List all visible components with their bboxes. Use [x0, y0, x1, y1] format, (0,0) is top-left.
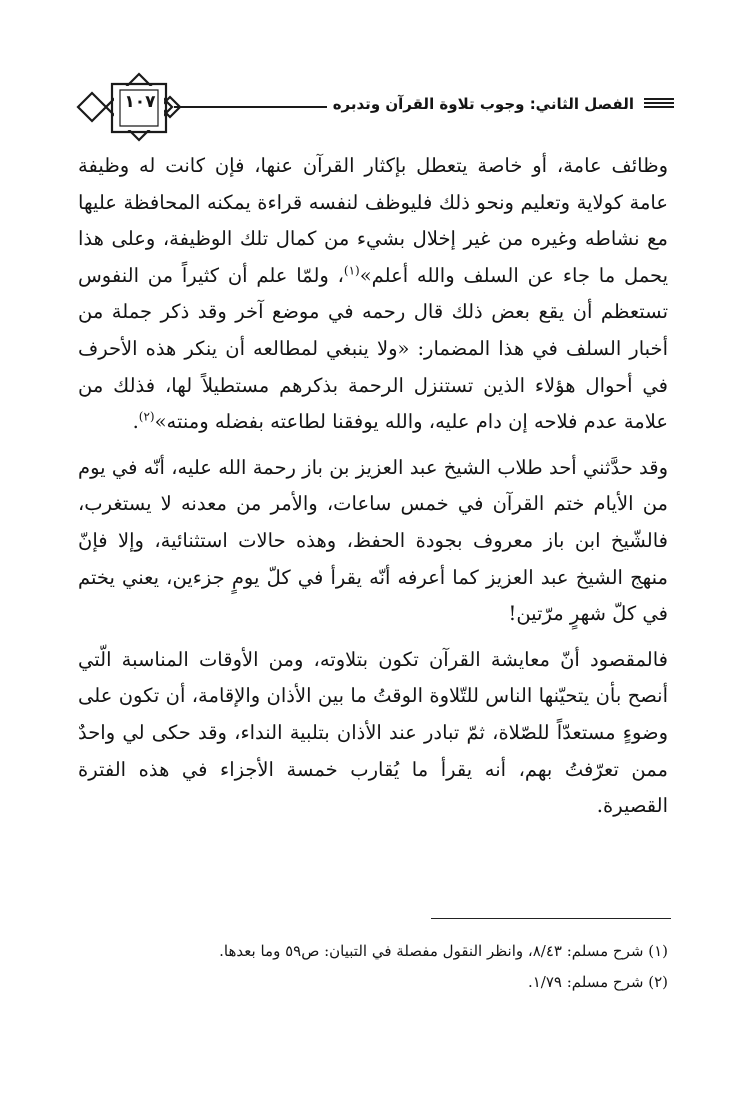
- footnote-separator: [431, 918, 671, 919]
- paragraph-1: وظائف عامة، أو خاصة يتعطل بإكثار القرآن عنها، فإن كانت له وظيفة عامة كولاية وتعليم ونحو ذلك فليوظف لنفسه قراءة يمكنه المحافظة عليها مع نشاطه وغيره من غير إخلال بشيء من كمال تلك الوظيفة، وعلى هذا يحمل ما جاء عن السلف والله أعلم»$^{(١)}$، ولمّا علم أن كثيراً من النفوس تستعظم أن يقع بعض ذلك قال رحمه في موضع آخر وقد ذكر جملة من أخبار السلف في هذا المضمار: «ولا ينبغي لمطالعه أن ينكر هذه الأحرف في أحوال هؤلاء الذين تستنزل الرحمة بذكرهم مستطيلاً لها، فذلك من علامة عدم فلاحه إن دام عليه، والله يوفقنا لطاعته بفضله ومنته»$^{(٢)}$.: [78, 154, 669, 434]
- main-text: [78, 148, 668, 825]
- header-bars-icon: [644, 98, 674, 110]
- running-header: [74, 72, 674, 142]
- chapter-title: الفصل الثاني: وجوب تلاوة القرآن وتدبره: [327, 95, 640, 113]
- footnote-ref-1[interactable]: (١): [343, 263, 360, 278]
- page-number: ١٠٧: [124, 92, 156, 112]
- footnotes: [90, 936, 668, 998]
- footnote-1: (١) شرح مسلم: ٨/٤٣، وانظر النقول مفصلة في التبيان: ص٥٩ وما بعدها.: [219, 942, 668, 960]
- footnote-2: (٢) شرح مسلم: ١/٧٩.: [527, 973, 668, 991]
- paragraph-3: فالمقصود أنّ معايشة القرآن تكون بتلاوته، ومن الأوقات المناسبة الّتي أنصح بأن يتحيّنها الناس للتّلاوة الوقتُ ما بين الأذان والإقامة، أن تكون على وضوءٍ مستعدّاً للصّلاة، ثمّ تبادر عند الأذان بتلبية النداء، وقد حكى لي واحدٌ ممن تعرّفتُ بهم، أنه يقرأ ما يُقارب خمسة الأجزاء في هذه الفترة القصيرة.: [78, 647, 668, 818]
- paragraph-2: وقد حدَّثني أحد طلاب الشيخ عبد العزيز بن باز رحمة الله عليه، أنّه في يوم من الأيام ختم القرآن في خمس ساعات، والأمر من معدنه لا يستغرب، فالشّيخ ابن باز معروف بجودة الحفظ، وهذه حالات استثنائية، وإلا فإنّ منهج الشيخ عبد العزيز كما أعرفه أنّه يقرأ في كلّ يومٍ جزءين، يعني يختم في كلّ شهرٍ مرّتين!: [78, 455, 668, 626]
- footnote-ref-2[interactable]: (٢): [138, 409, 155, 424]
